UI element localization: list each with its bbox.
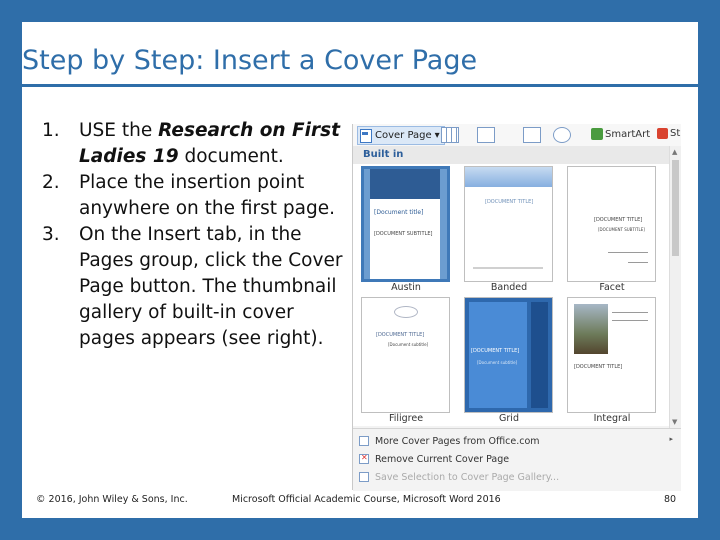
step-item-1 <box>42 118 348 170</box>
step-text-pre: USE the <box>79 120 159 141</box>
grid-thumbnail <box>464 297 553 413</box>
online-pictures-icon[interactable] <box>523 127 541 143</box>
gallery-item-filigree[interactable] <box>353 295 459 426</box>
cover-page-label: Cover Page <box>375 130 432 141</box>
gallery-item-grid[interactable] <box>456 295 562 426</box>
save-selection-menu-item[interactable] <box>359 469 559 485</box>
integral-thumbnail <box>567 297 656 413</box>
thumbnail-caption: Filigree <box>388 413 424 424</box>
menu-item-label: Save Selection to Cover Page Gallery... <box>375 471 560 483</box>
gallery-scrollbar[interactable] <box>669 146 681 428</box>
slide-title: Step by Step: Insert a Cover Page <box>22 45 478 76</box>
thumbnail-caption: Austin <box>391 282 421 293</box>
thumbnail-caption: Integral <box>593 413 631 424</box>
store-label: St <box>670 128 681 139</box>
office-icon <box>359 436 369 446</box>
austin-thumbnail <box>361 166 450 282</box>
chevron-right-icon: ▸ <box>669 435 673 443</box>
more-cover-pages-menu-item[interactable] <box>359 433 540 449</box>
footer-course: Microsoft Official Academic Course, Microsoft Word 2016 <box>232 494 501 505</box>
cover-page-button[interactable] <box>357 126 445 145</box>
remove-icon <box>359 454 369 464</box>
photo-placeholder <box>574 304 608 354</box>
step-text: Place the insertion point anywhere on the first page. <box>79 172 335 219</box>
save-icon <box>359 472 369 482</box>
store-button[interactable] <box>657 128 680 139</box>
thumbnail-caption: Banded <box>490 282 528 293</box>
scroll-up-icon[interactable]: ▲ <box>672 148 678 156</box>
step-number: 3. <box>42 224 60 245</box>
store-icon <box>657 128 668 139</box>
cover-page-gallery <box>353 164 669 426</box>
shapes-icon[interactable] <box>553 127 571 143</box>
step-text-post: document. <box>178 146 284 167</box>
scrollbar-thumb[interactable] <box>672 160 679 256</box>
title-rule <box>22 84 698 87</box>
gallery-item-integral[interactable] <box>559 295 665 426</box>
page-number: 80 <box>664 494 677 505</box>
thumbnail-subtitle: [DOCUMENT SUBTITLE] <box>374 231 433 237</box>
smartart-label: SmartArt <box>605 128 651 140</box>
chevron-down-icon: ▾ <box>434 130 440 141</box>
cover-page-icon <box>360 129 372 143</box>
remove-cover-page-menu-item[interactable] <box>359 451 509 467</box>
thumbnail-caption: Facet <box>599 282 625 293</box>
step-document-name: Research on First Ladies 19 <box>79 120 341 167</box>
step-list <box>42 118 348 352</box>
step-text: On the Insert tab, in the Pages group, click the Cover Page button. The thumbnail gallery of built-in cover pages appears (see right). <box>79 224 343 349</box>
step-number: 2. <box>42 172 60 193</box>
gallery-item-facet[interactable] <box>559 164 665 295</box>
insert-ribbon <box>353 124 681 147</box>
smartart-button[interactable] <box>591 128 650 140</box>
thumbnail-title: [DOCUMENT TITLE] <box>471 348 520 354</box>
step-item-2 <box>42 170 348 222</box>
thumbnail-title: [Document title] <box>374 209 424 216</box>
gallery-item-austin[interactable] <box>353 164 459 295</box>
table-icon[interactable] <box>441 127 459 143</box>
scroll-down-icon[interactable]: ▼ <box>672 418 678 426</box>
cover-page-gallery-screenshot <box>352 124 681 490</box>
gallery-header: Built in <box>353 146 669 164</box>
thumbnail-title: [DOCUMENT TITLE] <box>376 332 425 338</box>
gallery-item-banded[interactable] <box>456 164 562 295</box>
filigree-thumbnail <box>361 297 450 413</box>
thumbnail-title: [DOCUMENT TITLE] <box>485 199 534 205</box>
menu-item-label: Remove Current Cover Page <box>375 453 510 465</box>
thumbnail-title: [DOCUMENT TITLE] <box>574 364 623 370</box>
pictures-icon[interactable] <box>477 127 495 143</box>
thumbnail-caption: Grid <box>499 413 519 424</box>
footer-copyright: © 2016, John Wiley & Sons, Inc. <box>36 494 188 505</box>
thumbnail-subtitle: [Document subtitle] <box>388 342 429 347</box>
smartart-icon <box>591 128 603 140</box>
thumbnail-subtitle: [DOCUMENT SUBTITLE] <box>598 227 645 232</box>
step-item-3 <box>42 222 348 352</box>
gallery-menu <box>353 428 681 491</box>
thumbnail-title: [DOCUMENT TITLE] <box>594 217 643 223</box>
step-number: 1. <box>42 120 60 141</box>
thumbnail-subtitle: [Document subtitle] <box>477 360 518 365</box>
banded-thumbnail <box>464 166 553 282</box>
menu-item-label: More Cover Pages from Office.com <box>375 435 540 447</box>
facet-thumbnail <box>567 166 656 282</box>
